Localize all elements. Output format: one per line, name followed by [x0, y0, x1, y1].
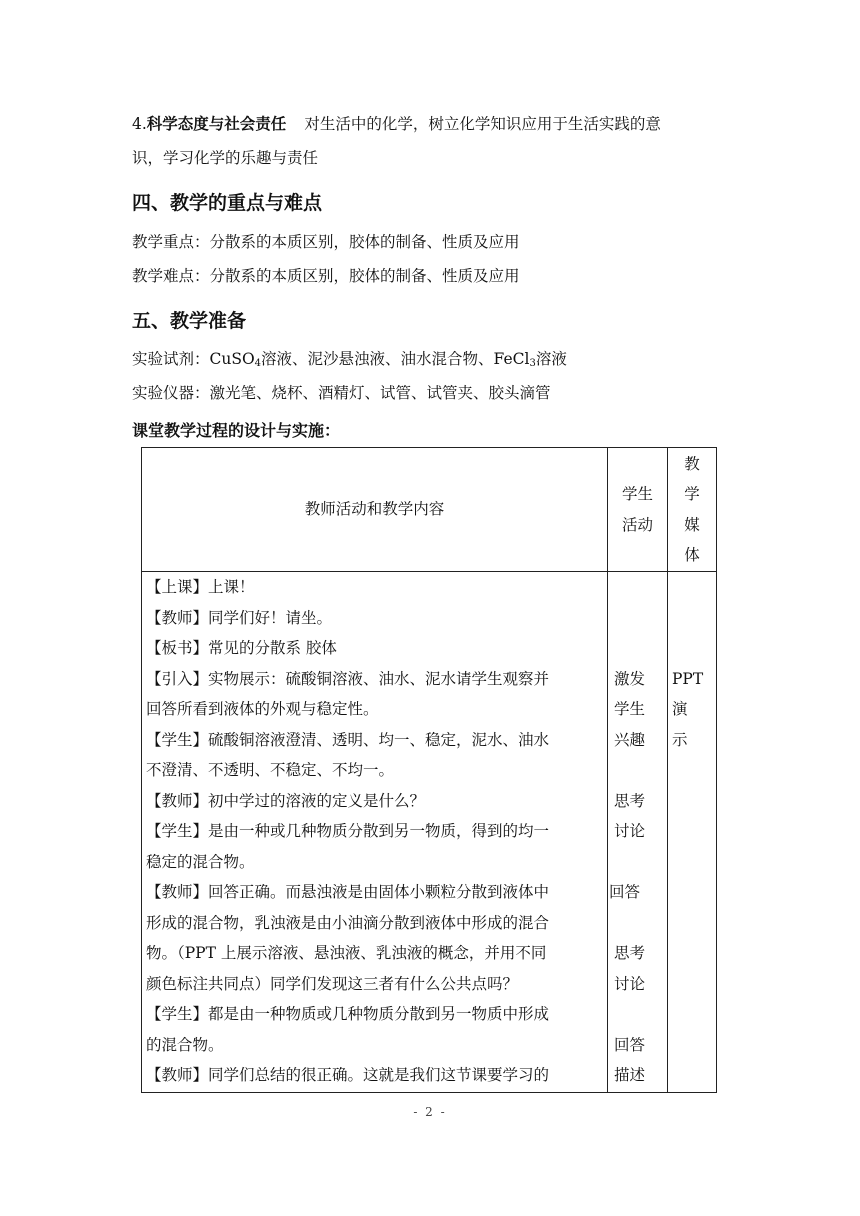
- student-line: 思考: [614, 944, 646, 962]
- prep-section-title: 五、教学准备: [132, 310, 247, 332]
- attitude-number: 4.: [132, 115, 147, 133]
- student-line: 回答: [609, 883, 641, 901]
- teacher-line: 【引入】实物展示：硫酸铜溶液、油水、泥水请学生观察并: [146, 669, 550, 688]
- student-line: 思考: [614, 791, 646, 810]
- reagents-mid: 溶液、泥沙悬浊液、油水混合物、FeCl: [261, 350, 530, 368]
- process-heading: 课堂教学过程的设计与实施：: [132, 421, 341, 440]
- teacher-line: 稳定的混合物。: [146, 852, 255, 871]
- instruments-line: 实验仪器：激光笔、烧杯、酒精灯、试管、试管夹、胶头滴管: [132, 384, 551, 402]
- teacher-line: 【教师】回答正确。而悬浊液是由固体小颗粒分散到液体中: [146, 883, 550, 901]
- header-media-4: 体: [684, 546, 700, 564]
- media-line: 示: [672, 730, 688, 749]
- table-body-row: [142, 572, 717, 1093]
- student-line: 激发: [614, 669, 646, 688]
- teacher-line: 不澄清、不透明、不稳定、不均一。: [146, 761, 395, 779]
- reagents-suffix: 溶液: [535, 350, 567, 368]
- student-activity-cell: [608, 572, 668, 1093]
- table-header-row: [142, 448, 717, 572]
- teacher-line: 【板书】常见的分散系 胶体: [146, 639, 337, 657]
- lesson-process-table: [141, 447, 717, 1093]
- student-line: 讨论: [614, 974, 646, 993]
- header-teacher: 教师活动和教学内容: [304, 500, 445, 519]
- student-line: 兴趣: [614, 730, 646, 749]
- difficulty-line: 教学难点：分散系的本质区别，胶体的制备、性质及应用: [132, 267, 520, 285]
- teacher-line: 回答所看到液体的外观与稳定性。: [146, 700, 379, 718]
- header-student-2: 活动: [621, 515, 653, 534]
- teacher-line: 【上课】上课！: [146, 578, 255, 596]
- teacher-line: 【学生】硫酸铜溶液澄清、透明、均一、稳定，泥水、油水: [146, 730, 550, 749]
- teacher-line: 【学生】是由一种或几种物质分散到另一物质，得到的均一: [146, 822, 550, 840]
- attitude-paragraph-line1: [132, 112, 661, 134]
- reagents-line: [132, 347, 567, 369]
- attitude-heading: 科学态度与社会责任: [146, 114, 287, 133]
- reagents-sub-2: 3: [529, 358, 536, 369]
- student-line: 回答: [614, 1035, 646, 1054]
- teacher-line: 【教师】同学们总结的很正确。这就是我们这节课要学习的: [146, 1066, 550, 1084]
- teacher-line: 物。（PPT 上展示溶液、悬浊液、乳浊液的概念，并用不同: [146, 944, 547, 962]
- header-media-3: 媒: [684, 515, 700, 534]
- teacher-line: 【学生】都是由一种物质或几种物质分散到另一物质中形成: [146, 1005, 550, 1023]
- media-line: 演: [672, 700, 688, 718]
- header-media-2: 学: [684, 485, 700, 503]
- header-media-cell: [668, 448, 717, 572]
- student-line: 描述: [614, 1066, 646, 1084]
- teacher-line: 【教师】同学们好！请坐。: [146, 608, 333, 627]
- reagents-prefix: 实验试剂：CuSO: [132, 350, 255, 368]
- teacher-line: 的混合物。: [146, 1035, 224, 1054]
- header-student-1: 学生: [621, 485, 653, 503]
- attitude-paragraph-line2: 识，学习化学的乐趣与责任: [132, 149, 319, 167]
- focus-section-title: 四、教学的重点与难点: [132, 192, 323, 214]
- student-line: 学生: [614, 700, 646, 718]
- header-media-1: 教: [684, 454, 700, 473]
- teacher-line: 形成的混合物，乳浊液是由小油滴分散到液体中形成的混合: [146, 913, 550, 932]
- teacher-line: 【教师】初中学过的溶液的定义是什么？: [146, 791, 426, 810]
- page-number: - 2 -: [413, 1105, 447, 1119]
- teacher-line: 颜色标注共同点）同学们发现这三者有什么公共点吗？: [146, 974, 519, 993]
- attitude-text-1: 对生活中的化学，树立化学知识应用于生活实践的意: [304, 115, 661, 133]
- key-point-line: 教学重点：分散系的本质区别，胶体的制备、性质及应用: [132, 233, 520, 251]
- header-teacher-cell: [142, 448, 608, 572]
- media-line: PPT: [672, 669, 704, 688]
- teacher-content-cell: [142, 572, 608, 1093]
- student-line: 讨论: [614, 822, 646, 840]
- header-student-cell: [608, 448, 668, 572]
- reagents-sub-1: 4: [254, 358, 262, 369]
- media-cell: [668, 572, 717, 1093]
